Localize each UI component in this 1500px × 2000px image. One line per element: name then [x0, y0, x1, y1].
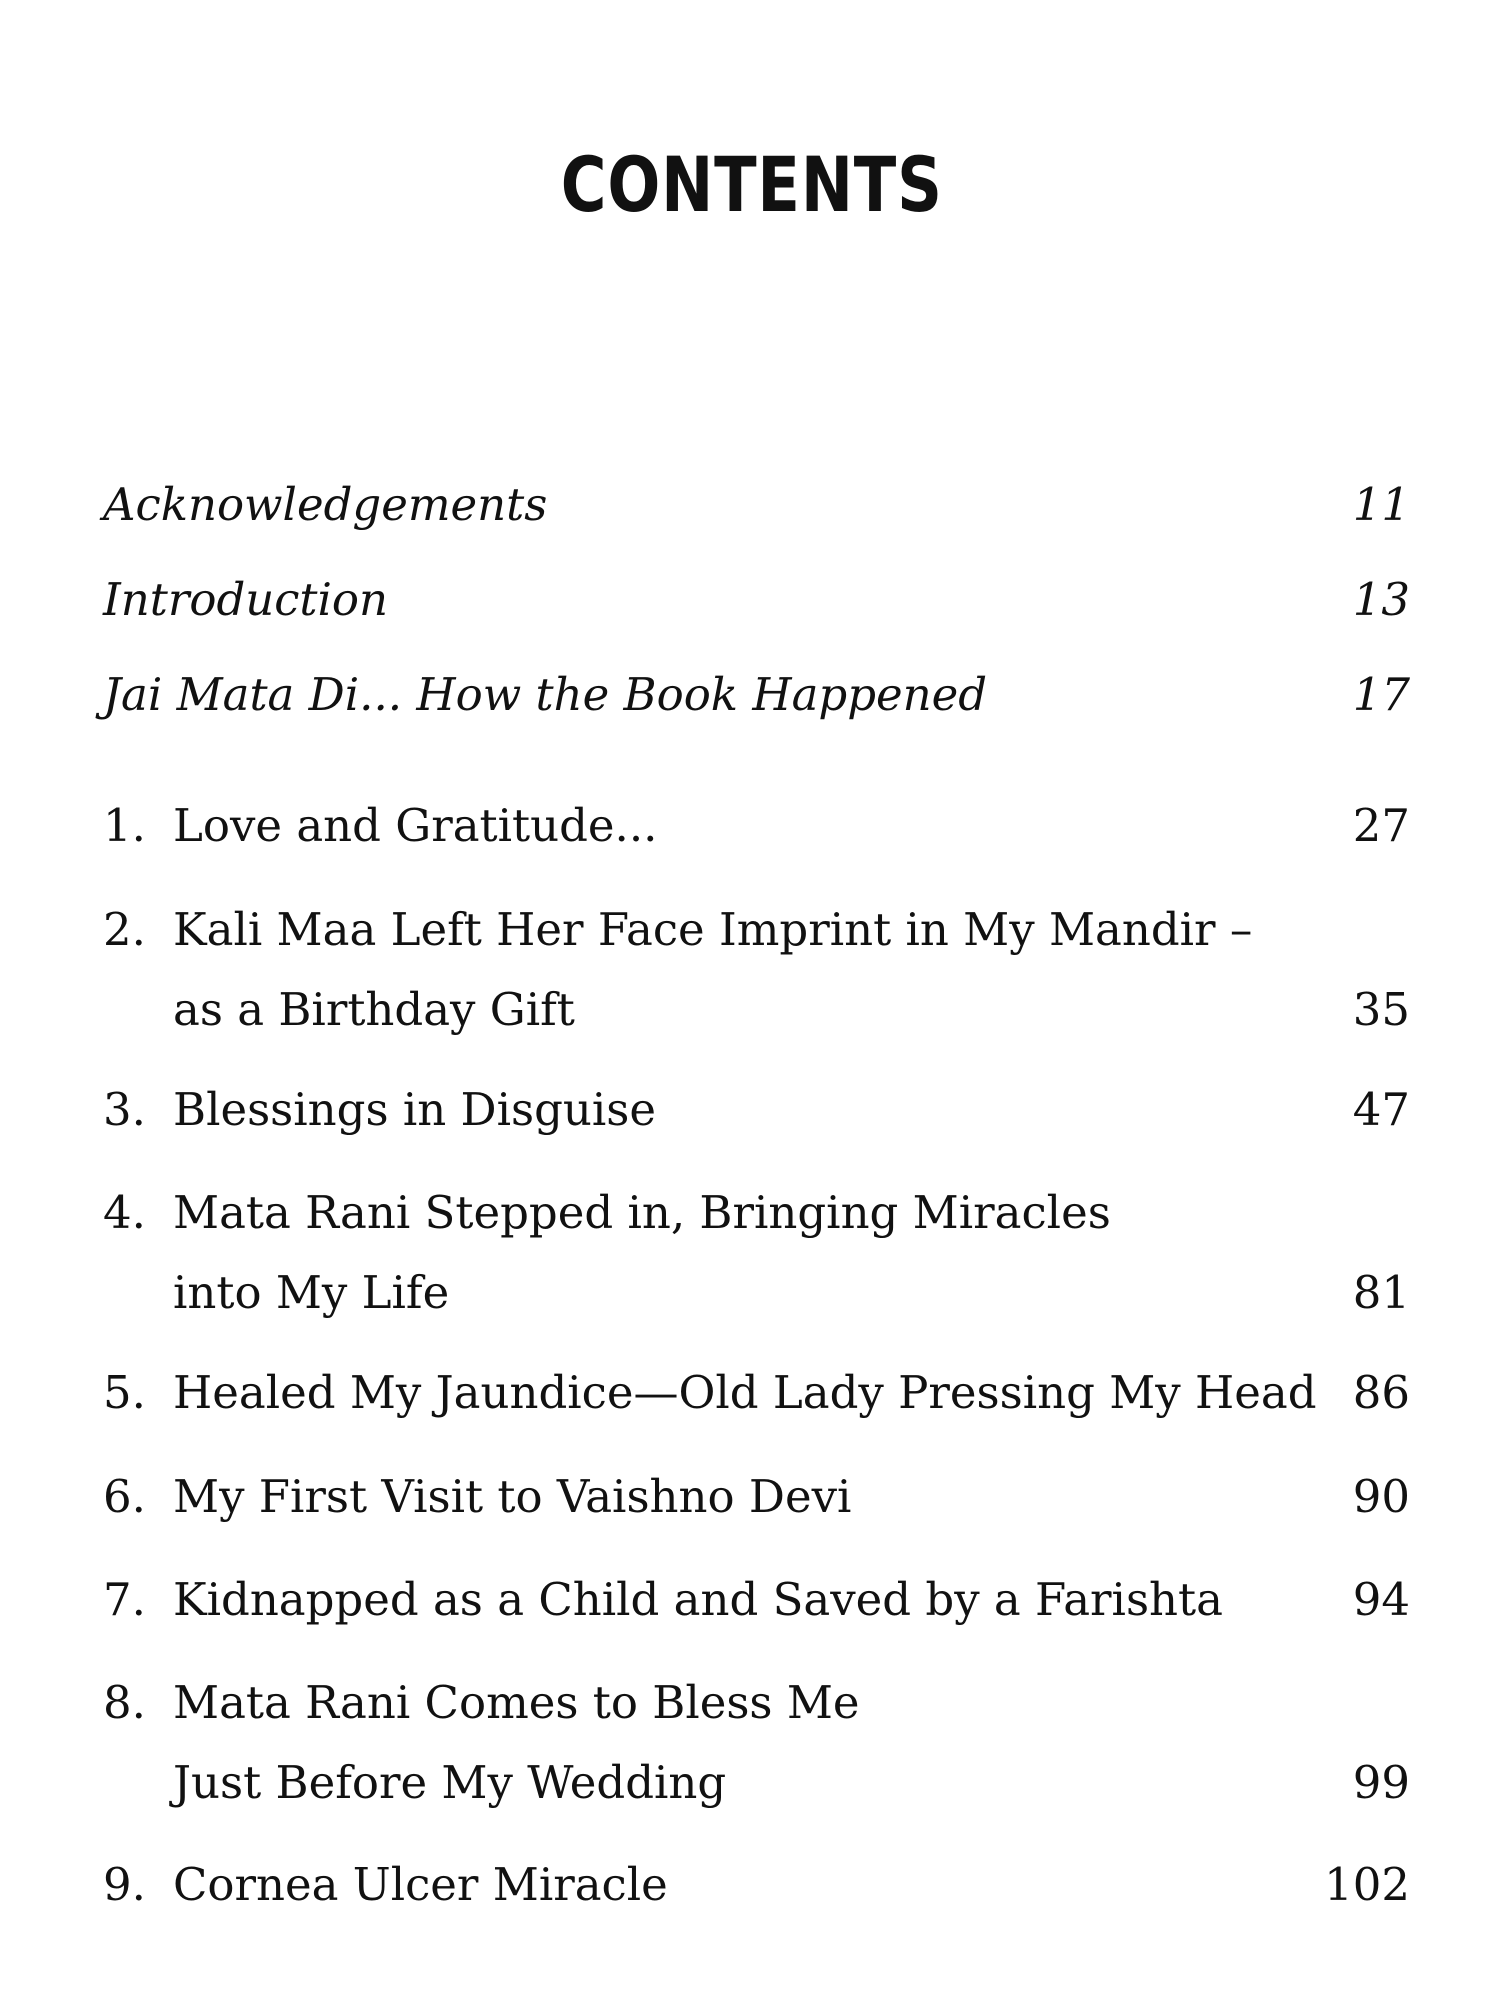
chapter-title-line: into My Life	[173, 1266, 450, 1319]
toc-chapter-8	[103, 1663, 1410, 1823]
toc-chapter-7	[103, 1560, 1410, 1640]
chapter-number: 4.	[103, 1186, 146, 1239]
chapter-title-line: Just Before My Wedding	[173, 1756, 727, 1809]
chapter-page: 86	[1352, 1366, 1410, 1419]
toc-entry-page: 13	[1352, 573, 1410, 626]
toc-entry-introduction	[103, 560, 1410, 640]
toc-entry-page: 11	[1352, 478, 1410, 531]
chapter-title-line: Mata Rani Stepped in, Bringing Miracles	[173, 1186, 1111, 1239]
toc-chapter-2	[103, 890, 1410, 1050]
toc-entry-page: 17	[1352, 668, 1410, 721]
chapter-page: 47	[1352, 1083, 1410, 1136]
toc-chapter-4	[103, 1173, 1410, 1333]
toc-entry-label: Introduction	[103, 573, 388, 626]
toc-entry-label: Acknowledgements	[103, 478, 548, 531]
toc-chapter-5	[103, 1353, 1410, 1433]
chapter-number: 7.	[103, 1573, 146, 1626]
chapter-title-line: My First Visit to Vaishno Devi	[173, 1470, 852, 1523]
toc-entry-how-the-book-happened	[103, 655, 1410, 735]
toc-chapter-6	[103, 1457, 1410, 1537]
chapter-page: 90	[1352, 1470, 1410, 1523]
chapter-page: 94	[1352, 1573, 1410, 1626]
toc-entry-acknowledgements	[103, 465, 1410, 545]
chapter-title-line: Kidnapped as a Child and Saved by a Farishta	[173, 1573, 1223, 1626]
toc-entry-label: Jai Mata Di... How the Book Happened	[103, 668, 988, 721]
chapter-title-line: Love and Gratitude...	[173, 799, 658, 852]
chapter-title-line: Kali Maa Left Her Face Imprint in My Mandir –	[173, 903, 1253, 956]
toc-chapter-9	[103, 1845, 1410, 1925]
chapter-title-line: Cornea Ulcer Miracle	[173, 1858, 668, 1911]
chapter-page: 35	[1352, 983, 1410, 1036]
chapter-page: 27	[1352, 799, 1410, 852]
chapter-title-line: as a Birthday Gift	[173, 983, 575, 1036]
chapter-number: 1.	[103, 799, 146, 852]
toc-chapter-1	[103, 786, 1410, 866]
chapter-number: 2.	[103, 903, 146, 956]
chapter-number: 3.	[103, 1083, 146, 1136]
chapter-title-line: Mata Rani Comes to Bless Me	[173, 1676, 860, 1729]
chapter-title-line: Blessings in Disguise	[173, 1083, 657, 1136]
chapter-page: 99	[1352, 1756, 1410, 1809]
chapter-number: 9.	[103, 1858, 146, 1911]
page-title: CONTENTS	[560, 140, 943, 229]
chapter-number: 6.	[103, 1470, 146, 1523]
toc-chapter-3	[103, 1070, 1410, 1150]
chapter-number: 8.	[103, 1676, 146, 1729]
chapter-page: 102	[1324, 1858, 1410, 1911]
chapter-page: 81	[1352, 1266, 1410, 1319]
chapter-title-line: Healed My Jaundice—Old Lady Pressing My Head	[173, 1366, 1317, 1419]
chapter-number: 5.	[103, 1366, 146, 1419]
